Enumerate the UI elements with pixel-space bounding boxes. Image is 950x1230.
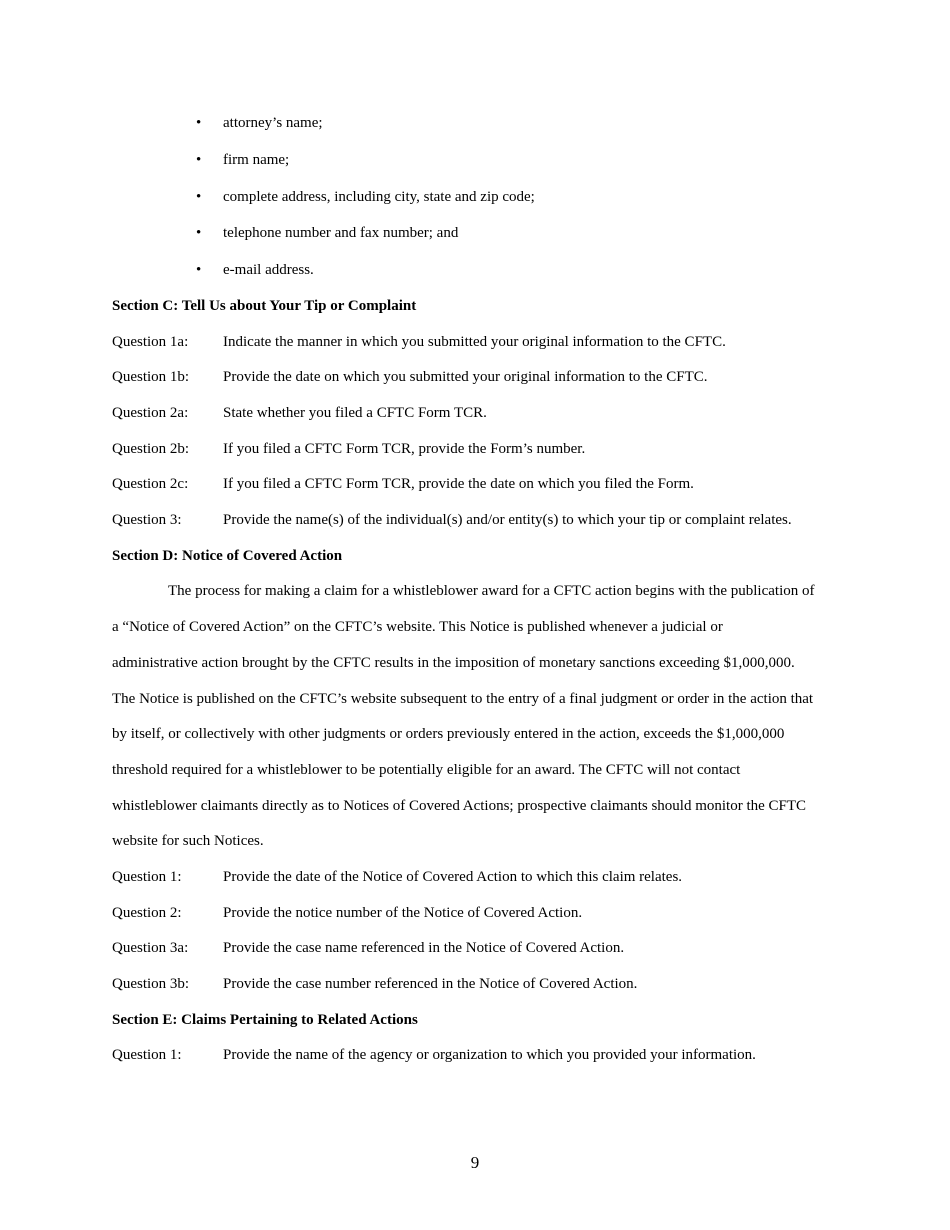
question-label: Question 2a: — [112, 405, 189, 421]
bullet-icon: • — [196, 225, 202, 241]
paragraph-line: a “Notice of Covered Action” on the CFTC’s website. This Notice is published whenever a judicial or — [112, 619, 723, 635]
question-text: Provide the name(s) of the individual(s) and/or entity(s) to which your tip or complaint relates. — [223, 512, 792, 528]
section-d-heading: Section D: Notice of Covered Action — [112, 548, 343, 564]
question-text: Provide the case name referenced in the Notice of Covered Action. — [223, 940, 625, 956]
list-item: telephone number and fax number; and — [223, 225, 459, 241]
bullet-icon: • — [196, 189, 202, 205]
question-label: Question 2: — [112, 905, 182, 921]
list-item: e-mail address. — [223, 262, 314, 278]
question-text: If you filed a CFTC Form TCR, provide the date on which you filed the Form. — [223, 476, 694, 492]
question-text: Provide the date of the Notice of Covered Action to which this claim relates. — [223, 869, 683, 885]
question-label: Question 3a: — [112, 940, 189, 956]
section-c-heading: Section C: Tell Us about Your Tip or Complaint — [112, 298, 417, 314]
question-text: If you filed a CFTC Form TCR, provide the Form’s number. — [223, 441, 586, 457]
list-item: attorney’s name; — [223, 115, 323, 131]
paragraph-line: The Notice is published on the CFTC’s website subsequent to the entry of a final judgment or order in the action that — [112, 691, 814, 707]
question-text: Provide the case number referenced in the Notice of Covered Action. — [223, 976, 638, 992]
question-text: Indicate the manner in which you submitted your original information to the CFTC. — [223, 334, 726, 350]
question-label: Question 1b: — [112, 369, 190, 385]
list-item: firm name; — [223, 152, 290, 168]
bullet-icon: • — [196, 262, 202, 278]
question-text: State whether you filed a CFTC Form TCR. — [223, 405, 487, 421]
paragraph-line: website for such Notices. — [112, 833, 264, 849]
paragraph-line: by itself, or collectively with other judgments or orders previously entered in the action, exceeds the $1,000,000 — [112, 726, 785, 742]
question-text: Provide the notice number of the Notice of Covered Action. — [223, 905, 583, 921]
question-label: Question 3: — [112, 512, 182, 528]
question-text: Provide the date on which you submitted your original information to the CFTC. — [223, 369, 708, 385]
paragraph-line: whistleblower claimants directly as to Notices of Covered Actions; prospective claimants should monitor the CFTC — [112, 798, 807, 814]
bullet-icon: • — [196, 152, 202, 168]
question-label: Question 3b: — [112, 976, 190, 992]
list-item: complete address, including city, state and zip code; — [223, 189, 535, 205]
question-text: Provide the name of the agency or organization to which you provided your information. — [223, 1047, 756, 1063]
paragraph-line: administrative action brought by the CFTC results in the imposition of monetary sanctions exceeding $1,000,000. — [112, 655, 795, 671]
section-e-heading: Section E: Claims Pertaining to Related Actions — [112, 1012, 418, 1028]
question-label: Question 1: — [112, 869, 182, 885]
question-label: Question 1a: — [112, 334, 189, 350]
question-label: Question 1: — [112, 1047, 182, 1063]
question-label: Question 2c: — [112, 476, 189, 492]
paragraph-line: The process for making a claim for a whistleblower award for a CFTC action begins with the publication of — [168, 583, 815, 599]
question-label: Question 2b: — [112, 441, 190, 457]
page-number: 9 — [470, 1153, 480, 1172]
bullet-icon: • — [196, 115, 202, 131]
paragraph-line: threshold required for a whistleblower to be potentially eligible for an award. The CFTC will not contact — [112, 762, 741, 778]
